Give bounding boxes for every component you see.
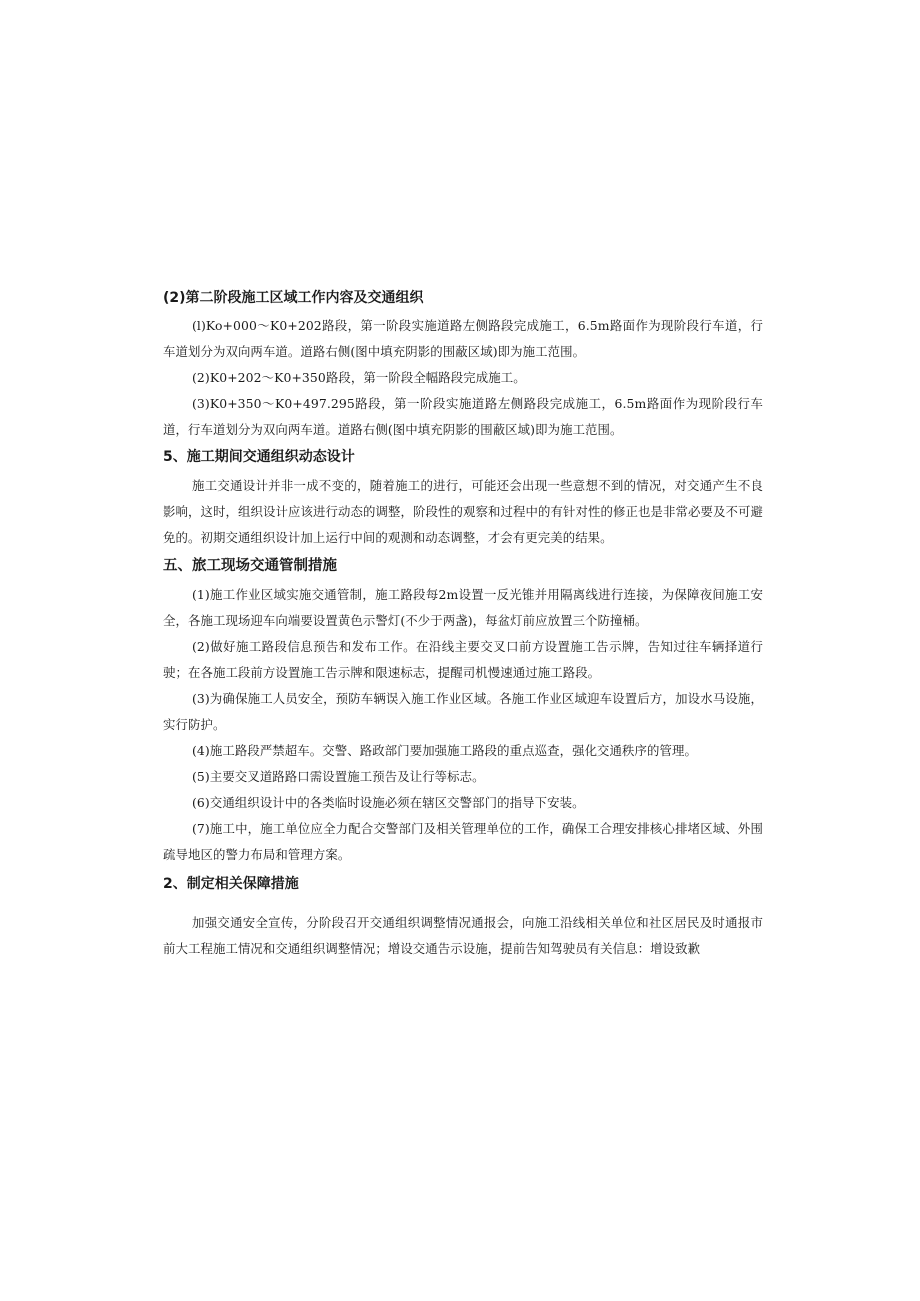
paragraph-phase2-item-1: (l)Ko+000～K0+202路段，第一阶段实施道路左侧路段完成施工，6.5m路面作为现阶段行车道，行车道划分为双向两车道。道路右侧(图中填充阴影的围蔽区域)即为施工范围。 <box>163 318 763 359</box>
paragraph-safeguards: 加强交通安全宣传，分阶段召开交通组织调整情况通报会，向施工沿线相关单位和社区居民及时通报市前大工程施工情况和交通组织调整情况；增设交通告示设施，提前告知驾驶员有关信息：增设致歉 <box>163 915 763 956</box>
paragraph-control-item-2: (2)做好施工路段信息预告和发布工作。在沿线主要交叉口前方设置施工告示牌，告知过往车辆择道行驶；在各施工段前方设置施工告示牌和限速标志，提醒司机慢速通过施工路段。 <box>163 639 763 680</box>
paragraph-control-item-5: (5)主要交叉道路路口需设置施工预告及让行等标志。 <box>192 769 485 784</box>
section-heading-traffic-control: 五、旅工现场交通管制措施 <box>163 558 337 574</box>
paragraph-dynamic-design: 施工交通设计并非一成不变的，随着施工的进行，可能还会出现一些意想不到的情况，对交通产生不良影响，这时，组织设计应该进行动态的调整，阶段性的观察和过程中的有针对性的修正也是非常必要及不可避免的。初期交通组织设计加上运行中间的观测和动态调整，才会有更完美的结果。 <box>163 478 763 545</box>
paragraph-control-item-7: (7)施工中，施工单位应全力配合交警部门及相关管理单位的工作，确保工合理安排核心排堵区域、外围疏导地区的警力布局和管理方案。 <box>163 821 763 862</box>
paragraph-control-item-4: (4)施工路段严禁超车。交警、路政部门要加强施工路段的重点巡查，强化交通秩序的管理。 <box>192 743 697 758</box>
paragraph-phase2-item-3: (3)K0+350～K0+497.295路段，第一阶段实施道路左侧路段完成施工，6.5m路面作为现阶段行车道，行车道划分为双向两车道。道路右侧(图中填充阴影的围蔽区域)即为施工范围。 <box>163 396 763 437</box>
section-heading-phase2: (2)第二阶段施工区域工作内容及交通组织 <box>163 290 424 306</box>
document-page <box>163 286 763 962</box>
section-heading-safeguards: 2、制定相关保障措施 <box>163 876 299 892</box>
paragraph-control-item-3: (3)为确保施工人员安全，预防车辆误入施工作业区域。各施工作业区域迎车设置后方，加设水马设施，实行防护。 <box>163 691 763 732</box>
section-heading-dynamic-design: 5、施工期间交通组织动态设计 <box>163 449 355 465</box>
paragraph-phase2-item-2: (2)K0+202～K0+350路段，第一阶段全幅路段完成施工。 <box>192 370 526 385</box>
paragraph-control-item-6: (6)交通组织设计中的各类临时设施必须在辖区交警部门的指导下安装。 <box>192 795 585 810</box>
paragraph-control-item-1: (1)施工作业区域实施交通管制，施工路段每2m设置一反光锥并用隔离线进行连接，为保障夜间施工安全，各施工现场迎车向端要设置黄色示警灯(不少于两盏)，每盆灯前应放置三个防撞桶。 <box>163 587 763 628</box>
